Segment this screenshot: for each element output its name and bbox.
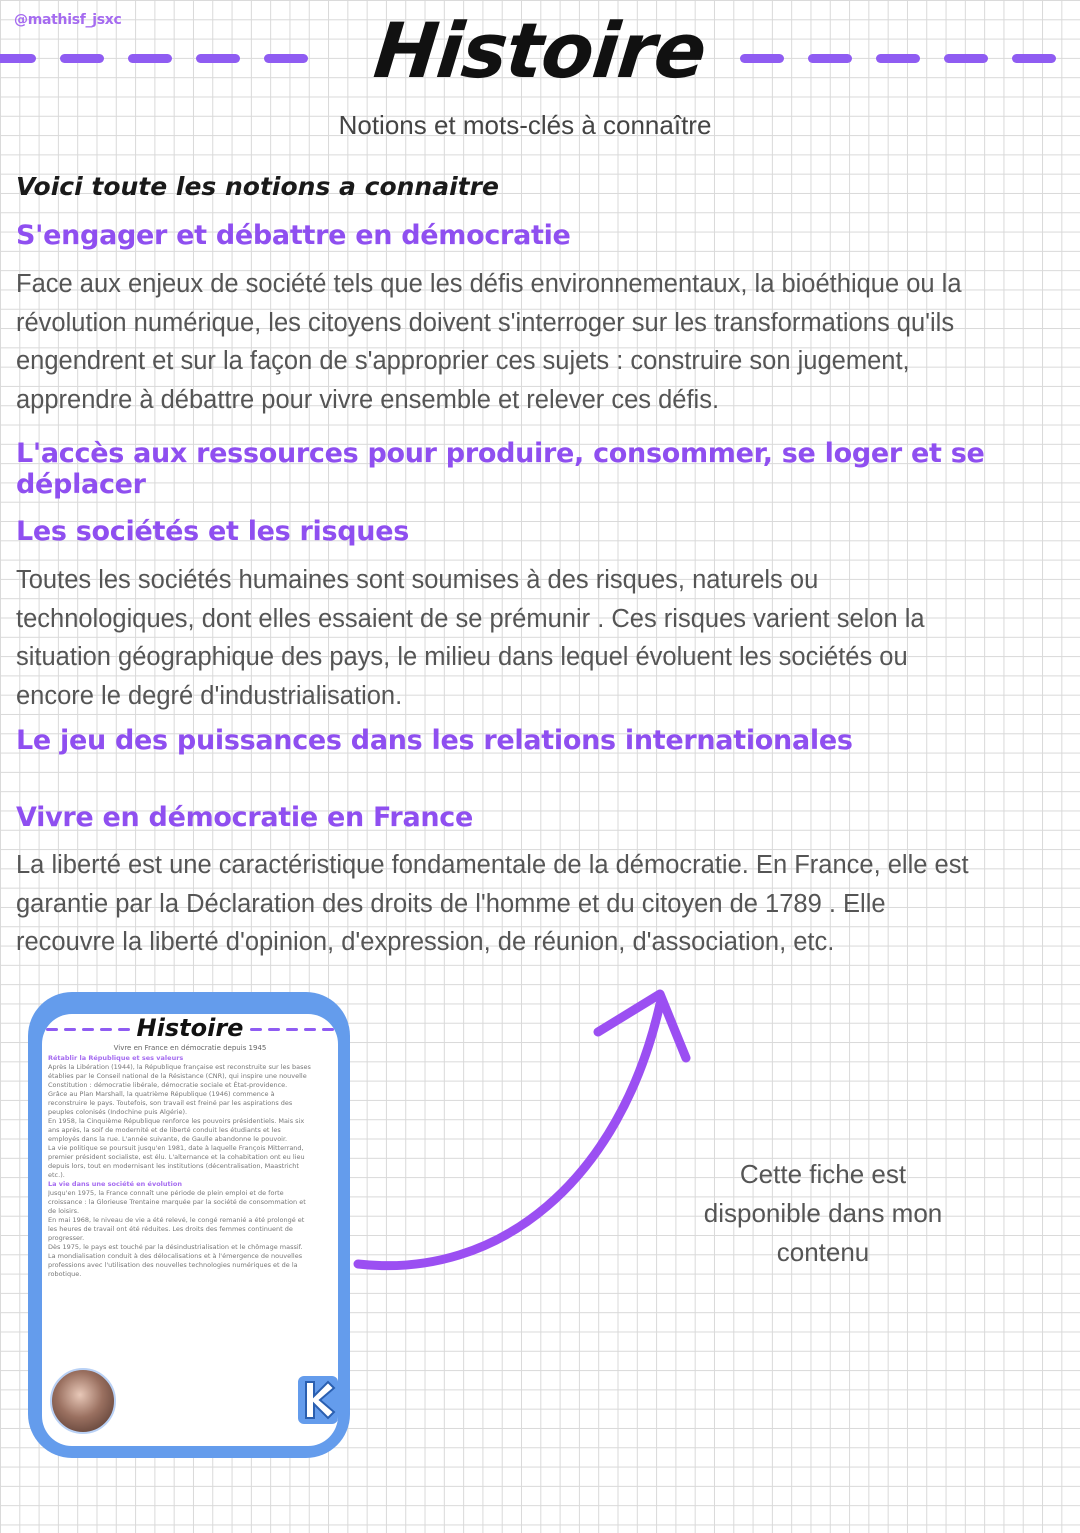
note-line: contenu xyxy=(776,1237,870,1267)
card-text-line: La mondialisation conduit à des délocalisations et à l'émergence de nouvelles xyxy=(48,1252,303,1260)
card-text-line: Constitution : démocratie libérale, démocratie sociale et État-providence. xyxy=(48,1081,288,1089)
card-text-line: depuis lors, tout en modernisant les institutions (décentralisation, Maastricht xyxy=(48,1162,299,1170)
text-line: révolution numérique, les citoyens doivent s'interroger sur les transformations qu'ils xyxy=(16,308,955,337)
card-text-line: En 1958, la Cinquième République renforce les pouvoirs présidentiels. Mais six xyxy=(48,1117,305,1125)
section-text-engager xyxy=(16,265,1072,420)
page-subtitle: Notions et mots-clés à connaître xyxy=(338,110,712,140)
card-text-line: premier président socialiste, est élu. L'alternance et la cohabitation ont eu lieu xyxy=(48,1153,305,1161)
preview-card[interactable] xyxy=(28,992,350,1458)
card-text-line: Jusqu'en 1975, la France connaît une période de plein emploi et de forte xyxy=(48,1189,284,1197)
card-text-line: robotique. xyxy=(48,1270,82,1278)
text-line: recouvre la liberté d'opinion, d'expression, de réunion, d'association, etc. xyxy=(16,928,835,957)
card-text-line: Grâce au Plan Marshall, la quatrième République (1946) commence à xyxy=(48,1090,275,1098)
card-text-line: professions avec l'utilisation des nouvelles technologies numériques et de la xyxy=(48,1261,298,1269)
note-line: disponible dans mon xyxy=(703,1198,943,1228)
card-text-line: croissance : la Glorieuse Trentaine marquée par la société de consommation et xyxy=(48,1198,306,1206)
card-text-line: établies par le Conseil national de la Résistance (CNR), qui inspire une nouvelle xyxy=(48,1072,307,1080)
left-dash-line xyxy=(0,54,330,63)
card-text-line: employés dans la rue. L'année suivante, de Gaulle abandonne le pouvoir. xyxy=(48,1135,288,1143)
section-heading-engager: S'engager et débattre en démocratie xyxy=(16,220,571,251)
text-line: engendrent et sur la façon de s'approprier ces sujets : construire son jugement, xyxy=(16,347,910,376)
page-title: Histoire xyxy=(370,6,710,95)
section-text-democratie-france xyxy=(16,846,1072,962)
card-text-block xyxy=(48,1054,332,1279)
text-line: situation géographique des pays, le milieu dans lequel évoluent les sociétés ou xyxy=(16,643,908,672)
card-text-line: peuples colonisés (Indochine puis Algérie). xyxy=(48,1108,188,1116)
intro-text: Voici toute les notions a connaitre xyxy=(16,172,499,201)
text-line: apprendre à débattre pour vivre ensemble et relever ces défis. xyxy=(16,386,720,415)
availability-note xyxy=(650,1155,996,1272)
card-text-line: Dès 1975, le pays est touché par la désindustrialisation et le chômage massif. xyxy=(48,1243,303,1251)
right-dash-line xyxy=(740,54,1080,63)
section-heading-risques: Les sociétés et les risques xyxy=(16,516,409,547)
section-heading-democratie-france: Vivre en démocratie en France xyxy=(16,802,473,833)
card-text-line: ans après, la soif de modernité et de liberté conduit les étudiants et les xyxy=(48,1126,281,1134)
card-subtitle: Vivre en France en démocratie depuis 1945 xyxy=(113,1044,267,1052)
author-handle: @mathisf_jsxc xyxy=(14,12,122,28)
text-line: technologiques, dont elles essaient de se prémunir . Ces risques varient selon la xyxy=(16,604,925,633)
text-line: La liberté est une caractéristique fondamentale de la démocratie. En France, elle est xyxy=(16,851,969,879)
card-text-line: les heures de travail ont été réduites. Les droits des femmes continuent de xyxy=(48,1225,293,1233)
text-line: garantie par la Déclaration des droits de l'homme et du citoyen de 1789 . Elle xyxy=(16,889,886,918)
card-text-line: progresser. xyxy=(48,1234,85,1242)
card-text-line: reconstruire le pays. Toutefois, son travail est freiné par les aspirations des xyxy=(48,1099,293,1107)
card-heading-line: La vie dans une société en évolution xyxy=(48,1180,182,1188)
preview-card-page xyxy=(42,1014,338,1446)
card-text-line: La vie politique se poursuit jusqu'en 1981, date à laquelle François Mitterrand, xyxy=(48,1144,304,1152)
card-title: Histoire xyxy=(136,1014,244,1042)
app-logo-icon xyxy=(298,1376,338,1424)
section-heading-puissances: Le jeu des puissances dans les relations internationales xyxy=(16,725,853,756)
text-line: Face aux enjeux de société tels que les défis environnementaux, la bioéthique ou la xyxy=(16,270,962,298)
section-text-risques xyxy=(16,561,1072,716)
text-line: encore le degré d'industrialisation. xyxy=(16,682,403,711)
text-line: Toutes les sociétés humaines sont soumises à des risques, naturels ou xyxy=(16,566,819,594)
card-text-line: En mai 1968, le niveau de vie a été relevé, le congé remanié a été prolongé et xyxy=(48,1216,305,1224)
card-text-line: Après la Libération (1944), la République française est reconstruite sur les bases xyxy=(48,1063,311,1071)
section-heading-ressources: L'accès aux ressources pour produire, consommer, se loger et se déplacer xyxy=(16,438,985,500)
note-line: Cette fiche est xyxy=(739,1159,907,1189)
author-avatar xyxy=(50,1368,116,1434)
card-heading-line: Rétablir la République et ses valeurs xyxy=(48,1054,184,1062)
card-right-dash xyxy=(248,1028,338,1031)
card-text-line: etc.). xyxy=(48,1171,65,1179)
card-text-line: de loisirs. xyxy=(48,1207,80,1215)
